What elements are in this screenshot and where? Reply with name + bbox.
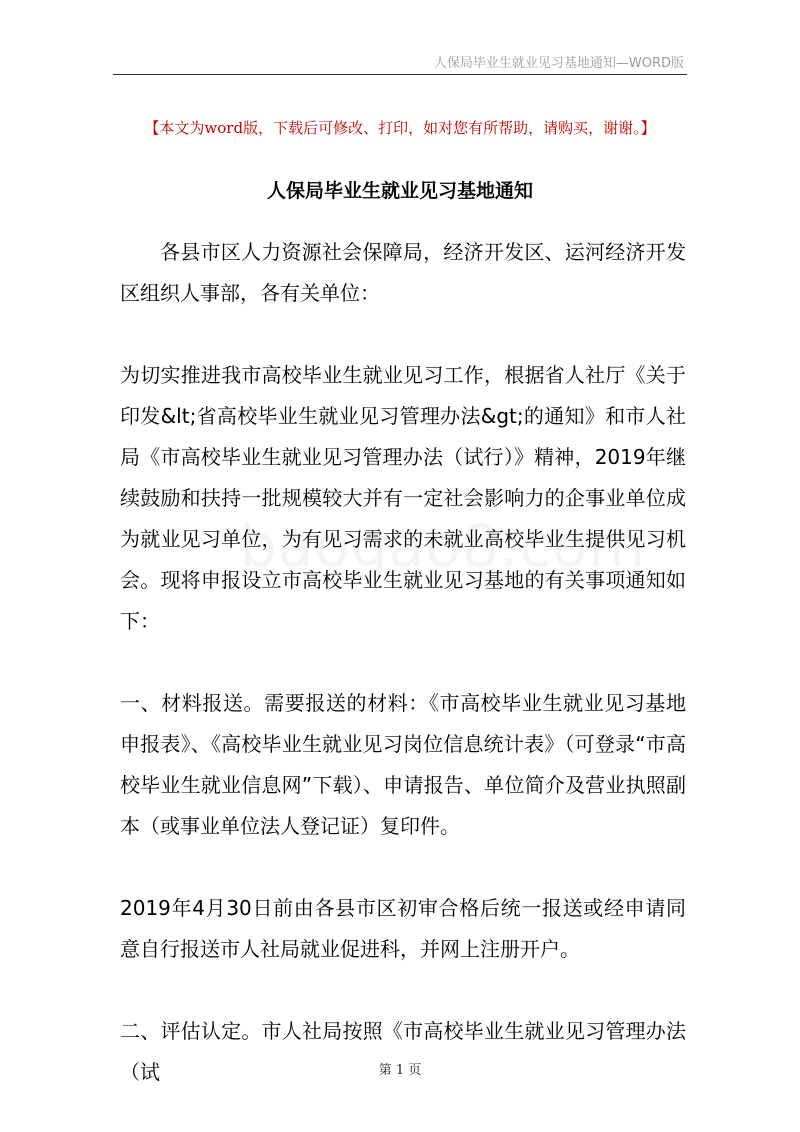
purchase-notice: 【本文为word版，下载后可修改、打印，如对您有所帮助，请购买，谢谢。】 [144, 119, 656, 137]
document-title: 人保局毕业生就业见习基地通知 [266, 180, 533, 202]
header-divider [113, 74, 687, 75]
paragraph-materials: 一、材料报送。需要报送的材料：《市高校毕业生就业见习基地申报表》、《高校毕业生就业见习岗位信息统计表》（可登录“市高校毕业生就业信息网”下载）、申请报告、单位简介及营业执照副本（或事业单位法人登记证）复印件。 [120, 691, 686, 838]
page-number: 第 1 页 [378, 1063, 422, 1078]
paragraph-deadline: 2019年4月30日前由各县市区初审合格后统一报送或经申请同意自行报送市人社局就业促进科，并网上注册开户。 [120, 896, 686, 961]
paragraph-assessment: 二、评估认定。市人社局按照《市高校毕业生就业见习管理办法（试 [120, 1019, 686, 1084]
document-body [120, 232, 686, 1093]
paragraph-introduction: 为切实推进我市高校毕业生就业见习工作，根据省人社厅《关于印发&lt;省高校毕业生就业见习管理办法&gt;的通知》和市人社局《市高校毕业生就业见习管理办法（试行）》精神，2019年继续鼓励和扶持一批规模较大并有一定社会影响力的企事业单位成为就业见习单位，为有见习需求的未就业高校毕业生提供见习机会。现将申报设立市高校毕业生就业见习基地的有关事项通知如下： [120, 363, 686, 633]
paragraph-salutation: 各县市区人力资源社会保障局，经济开发区、运河经济开发区组织人事部，各有关单位： [120, 240, 686, 305]
running-header: 人保局毕业生就业见习基地通知—WORD版 [433, 56, 684, 71]
